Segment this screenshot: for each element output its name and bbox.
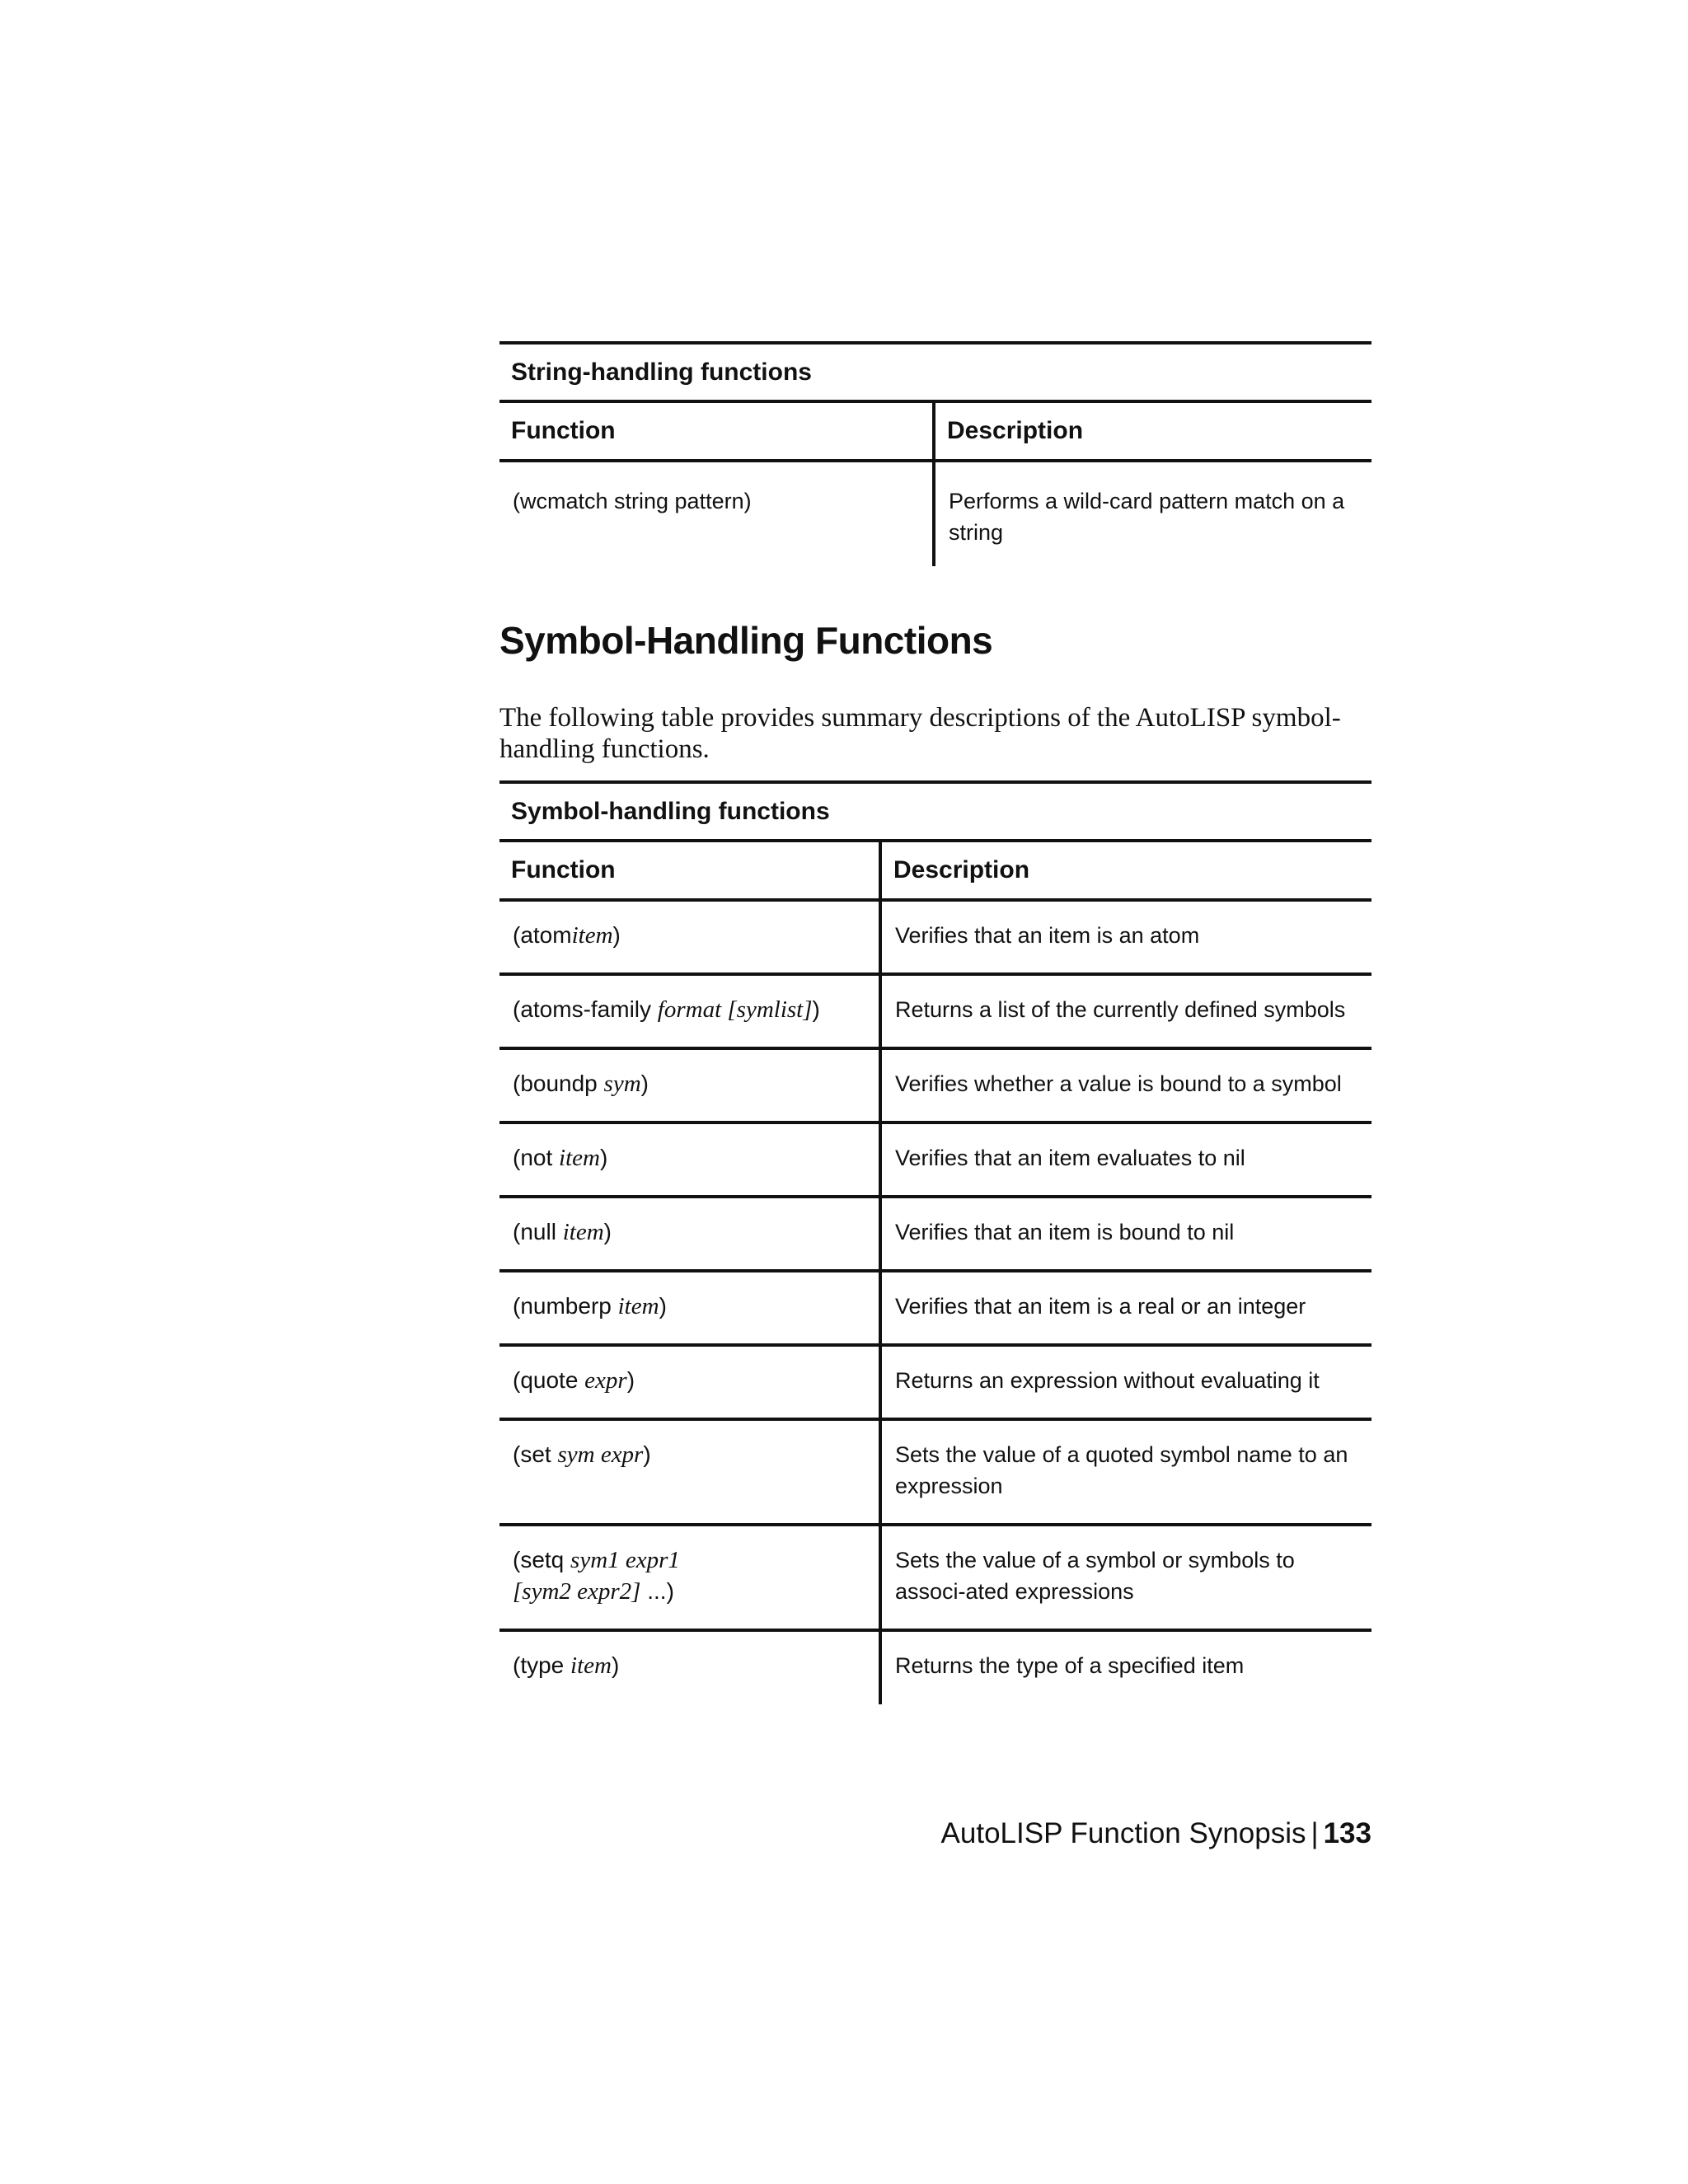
function-name: (setq [513,1547,571,1572]
function-close: ...) [640,1578,674,1604]
description-cell: Returns an expression without evaluating it [895,1368,1320,1393]
table-row [499,1421,1372,1526]
page-number: 133 [1323,1817,1372,1849]
function-close: ) [612,922,621,948]
symbol-handling-table [499,780,1372,1704]
function-cell [499,1632,882,1704]
table-header-row [499,400,1372,462]
section-title: Symbol-Handling Functions [499,619,993,662]
function-close: ) [640,1071,649,1096]
table-row [499,1272,1372,1347]
function-name: (atoms-family [513,996,658,1022]
function-args: item [559,1145,600,1171]
function-cell [499,1198,882,1269]
function-cell [499,1272,882,1343]
function-name: (atom [513,922,572,948]
table-caption: String-handling functions [511,358,812,386]
description-cell: Sets the value of a symbol or symbols to associ-ated expressions [895,1548,1295,1604]
table-row [499,1124,1372,1198]
function-args: sym expr [557,1441,644,1468]
description-cell: Verifies whether a value is bound to a symbol [895,1071,1342,1096]
table-row [499,1198,1372,1272]
section-intro: The following table provides summary descriptions of the AutoLISP symbol-handling functions. [499,703,1341,764]
function-close: ) [599,1145,608,1170]
function-name: (numberp [513,1293,618,1319]
description-cell: Performs a wild-card pattern match on a string [949,489,1345,545]
table-caption: Symbol-handling functions [511,797,830,825]
function-cell [499,902,882,972]
table-row [499,1632,1372,1704]
function-close: ) [812,996,820,1022]
function-args: item [570,1652,612,1679]
table-row [499,1347,1372,1421]
table-row [499,976,1372,1050]
function-close: ) [626,1367,635,1393]
header-function: Function [499,403,935,459]
function-name: (not [513,1145,560,1170]
function-close: ) [659,1293,667,1319]
header-function: Function [499,842,882,898]
header-description: Description [893,856,1030,883]
function-cell: (wcmatch string pattern) [499,462,935,566]
function-args-continued: [sym2 expr2] [513,1578,641,1605]
page-footer [941,1817,1372,1850]
header-description: Description [947,417,1084,444]
table-row [499,1050,1372,1124]
table-header-row [499,839,1372,902]
function-close: ) [611,1652,620,1678]
function-args: format [symlist] [657,996,813,1023]
function-close: ) [603,1219,612,1244]
function-args: sym [603,1071,641,1097]
function-args: item [571,922,613,949]
function-cell [499,1347,882,1418]
description-cell: Verifies that an item evaluates to nil [895,1146,1245,1170]
description-cell: Verifies that an item is bound to nil [895,1220,1235,1244]
function-args: sym1 expr1 [570,1547,680,1573]
footer-title: AutoLISP Function Synopsis [940,1817,1306,1849]
function-cell [499,1050,882,1121]
function-cell [499,1526,882,1629]
table-row [499,462,1372,566]
function-args: expr [584,1367,627,1394]
function-name: (quote [513,1367,585,1393]
function-cell [499,1421,882,1523]
description-cell: Returns the type of a specified item [895,1653,1245,1678]
function-close: ) [643,1441,651,1467]
function-name: (type [513,1652,571,1678]
function-args: item [617,1293,659,1319]
function-name: (boundp [513,1071,604,1096]
description-cell: Sets the value of a quoted symbol name to an expression [895,1442,1348,1498]
function-name: (null [513,1219,563,1244]
footer-separator: | [1311,1817,1319,1849]
string-handling-table [499,341,1372,566]
function-cell [499,976,882,1047]
table-row [499,902,1372,976]
description-cell: Verifies that an item is a real or an integer [895,1294,1306,1319]
function-name: (set [513,1441,558,1467]
table-row [499,1526,1372,1632]
function-cell [499,1124,882,1195]
description-cell: Verifies that an item is an atom [895,923,1200,948]
function-args: item [562,1219,604,1245]
description-cell: Returns a list of the currently defined symbols [895,997,1346,1022]
